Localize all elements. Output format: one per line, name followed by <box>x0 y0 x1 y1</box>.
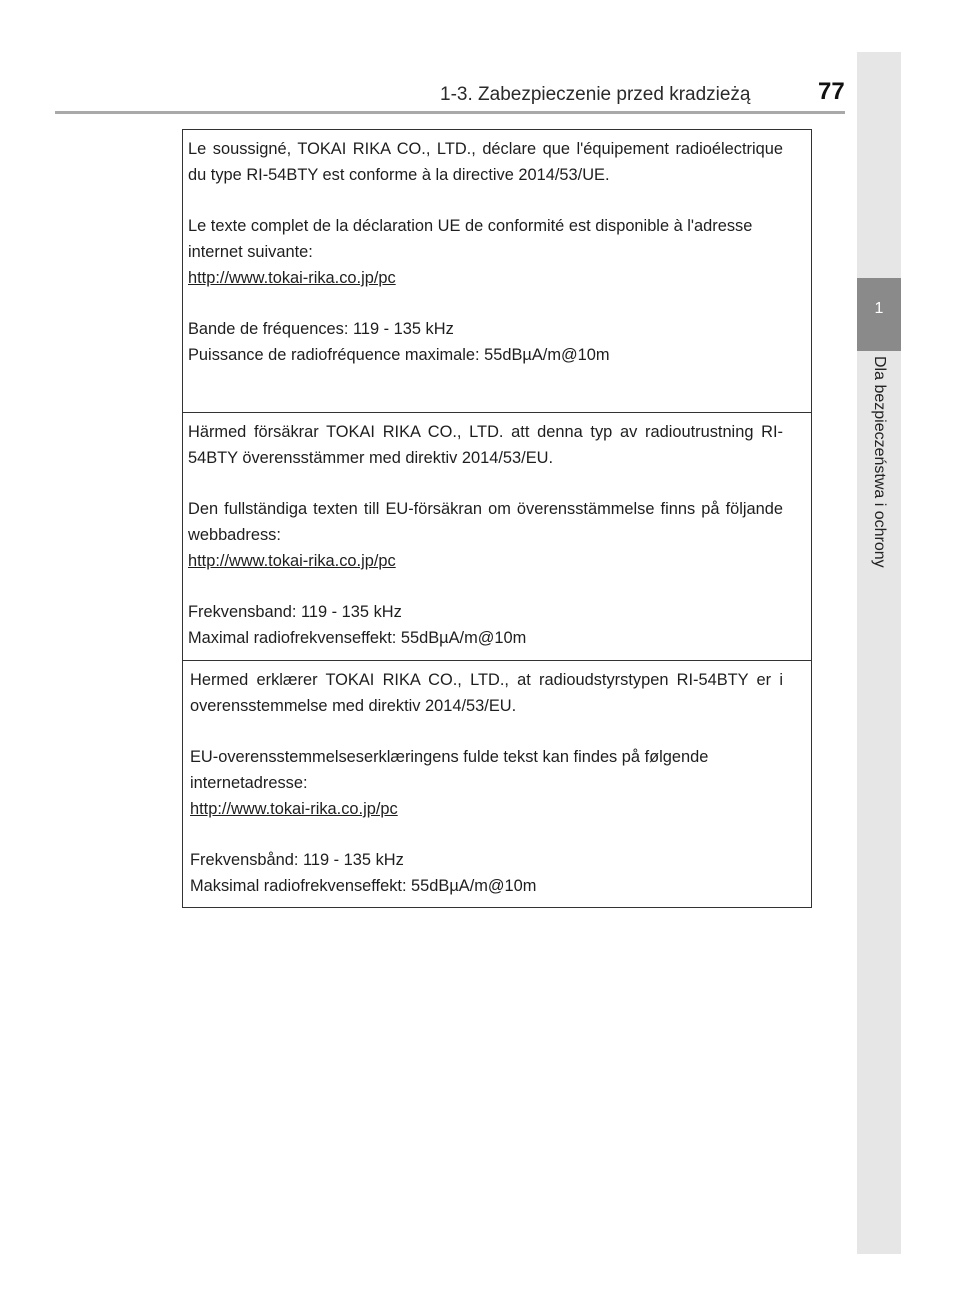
declaration-text: Hermed erklærer TOKAI RIKA CO., LTD., at radioudstyrstypen RI-54BTY er i overensstemmelse med direktiv 2014/53/EU. <box>190 671 783 715</box>
chapter-tab-number: 1 <box>874 300 884 317</box>
full-text-notice: Den fullständiga texten till EU-försäkran om överensstämmelse finns på följande webbadress: <box>188 500 783 544</box>
declaration-url-link[interactable]: http://www.tokai-rika.co.jp/pc <box>188 552 396 570</box>
full-text-notice: EU-overensstemmelseserklæringens fulde tekst kan findes på følgende internetadresse: <box>190 748 709 792</box>
declaration-url-link[interactable]: http://www.tokai-rika.co.jp/pc <box>188 269 396 287</box>
page-header-title: 1-3. Zabezpieczenie przed kradzieżą <box>440 84 751 105</box>
max-power: Maximal radiofrekvenseffekt: 55dBµA/m@10m <box>188 629 527 647</box>
declaration-text: Härmed försäkrar TOKAI RIKA CO., LTD. att denna typ av radioutrustning RI-54BTY överensstämmer med direktiv 2014/53/EU. <box>188 423 783 467</box>
max-power: Maksimal radiofrekvenseffekt: 55dBµA/m@10m <box>190 877 537 895</box>
max-power: Puissance de radiofréquence maximale: 55dBµA/m@10m <box>188 346 610 364</box>
declaration-url-link[interactable]: http://www.tokai-rika.co.jp/pc <box>190 800 398 818</box>
declaration-text: Le soussigné, TOKAI RIKA CO., LTD., déclare que l'équipement radioélectrique du type RI-54BTY est conforme à la directive 2014/53/UE. <box>188 140 783 184</box>
frequency-band: Frekvensband: 119 - 135 kHz <box>188 603 402 621</box>
frequency-band: Frekvensbånd: 119 - 135 kHz <box>190 851 404 869</box>
header-divider <box>55 111 845 114</box>
full-text-notice: Le texte complet de la déclaration UE de conformité est disponible à l'adresse internet suivante: <box>188 217 753 261</box>
declaration-section-french <box>183 130 811 413</box>
page-number: 77 <box>818 78 845 105</box>
chapter-label: Dla bezpieczeństwa i ochrony <box>871 356 888 568</box>
declaration-table <box>182 129 812 908</box>
declaration-section-danish <box>183 661 811 907</box>
frequency-band: Bande de fréquences: 119 - 135 kHz <box>188 320 454 338</box>
side-thumb-band <box>857 52 901 1254</box>
declaration-section-swedish <box>183 413 811 661</box>
